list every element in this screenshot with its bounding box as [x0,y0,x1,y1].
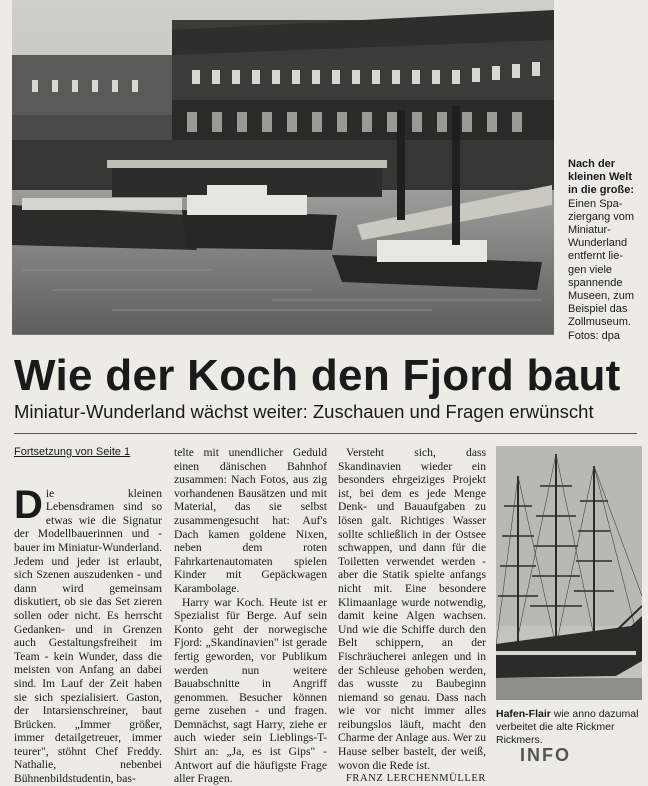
article-paragraph: Harry war Koch. Heute ist er Spezialist für Berge. Auf sein Konto geht der norwegische Fjord: „Skandinavien" ist gerade fertig geworden, vor Publikum werden nun weitere Bauabschnitte in Angriff genommen. Besucher können gerne zusehen - und fragen. Demnächst, sagt Harry, ziehe er auch wieder sein Lieblings-T-Shirt an: „Ja, es ist Gips" - Antwort auf die häufigste Frage aller Fragen. [174,595,327,786]
photo-caption [568,158,644,343]
ship-photo-drawing [496,446,642,700]
photo-caption-line: Wunderland [568,237,628,250]
article-text: ie kleinen Lebensdramen sind so etwas wie die Signatur der Modellbauerinnen und -bauer im Miniatur-Wunderland. Jedem und jeder ist erlaubt, sich Szenen auszudenken - und dann wird gemeinsam diskutiert, ob sie das Set zieren sollen oder nicht. Es herrscht Gedanken- und in Grenzen auch Gestaltungsfreiheit im Team - kein Wunder, dass die meisten von Anfang an dabei sind. Im Lauf der Zeit haben sie sich spezialisiert. Gaston, der Intarsienschreiner, baut Brücken. „Immer größer, immer detailgetreuer, immer teurer", stöhnt Chef Freddy. Nathalie, nebenbei Bühnenbildstudentin, bas- [14,486,162,786]
photo-caption-line: gen viele [568,263,613,276]
photo-caption-title-line: Nach der [568,158,616,170]
continuation-kicker: Fortsetzung von Seite 1 [14,446,131,458]
photo-caption-line: Einen Spa- [568,197,623,210]
ship-caption-text: wie anno dazumal verbeitet die alte Rickmer Rickmers. [496,708,639,746]
photo-caption-line: Beispiel das [568,303,628,316]
subheadline: Miniatur-Wunderland wächst weiter: Zuschauen und Fragen erwünscht [14,401,594,422]
ship-caption [496,708,644,747]
drop-cap: D [14,482,43,527]
harbour-photo-drawing [12,0,554,334]
article-paragraph [14,482,162,786]
harbour-photo [12,0,554,335]
article-paragraph: Versteht sich, dass Skandinavien wieder ein besonders ehrgeiziges Projekt ist, bei dem es jede Menge Denk- und Bauaufgaben zu lösen galt. Richtiges Wasser sollte schließlich in der Ostsee schwappen, und dann für die Toiletten verwendet werden - aber die Statik spielte anfangs nicht mit. Eine besondere Klimaanlage wurde notwendig, damit keine Algen wachsen. Und wie die Schiffe durch den Belt schippern, an der Fischräucherei anlegen und in der Schleuse gehoben werden, das wusste zu Baubeginn niemand so genau. Dass nach wie vor nicht immer alles reibungslos läuft, macht den Charme der Anlage aus. Wer zu Hause selber bastelt, der weiß, wovon die Rede ist. [338,446,486,772]
divider [14,433,637,434]
photo-caption-line: ziergang vom [568,210,635,223]
article-column-1 [14,446,162,786]
byline: FRANZ LERCHENMÜLLER [345,773,486,785]
ship-photo [496,446,642,700]
headline: Wie der Koch den Fjord baut [14,351,621,400]
article-paragraph: telte mit unendlicher Geduld einen dänischen Bahnhof zusammen: Nach Fotos, aus zig vorhandenen Bausätzen und mit Material, das sie selbst zusammengesucht hat: Auf's Dach kamen goldene Nixen, neben dem roten Fahrkartenautomaten spielen Kinder mit Gepäckwagen Karambolage. [174,446,327,595]
photo-caption-title-line: kleinen Welt [568,171,632,184]
photo-caption-line: Miniatur- [568,224,611,237]
photo-caption-title-line: in die große: [568,184,634,197]
photo-caption-line: Museen, zum [568,290,635,303]
info-label: INFO [520,745,571,765]
ship-caption-title: Hafen-Flair [496,708,551,720]
article-column-2 [174,446,327,786]
photo-caption-line: Zollmuseum. [568,316,631,329]
photo-caption-credit: Fotos: dpa [568,329,620,342]
photo-caption-line: entfernt lie- [568,250,624,263]
photo-caption-line: spannende [568,276,623,289]
article-column-3 [338,446,486,786]
